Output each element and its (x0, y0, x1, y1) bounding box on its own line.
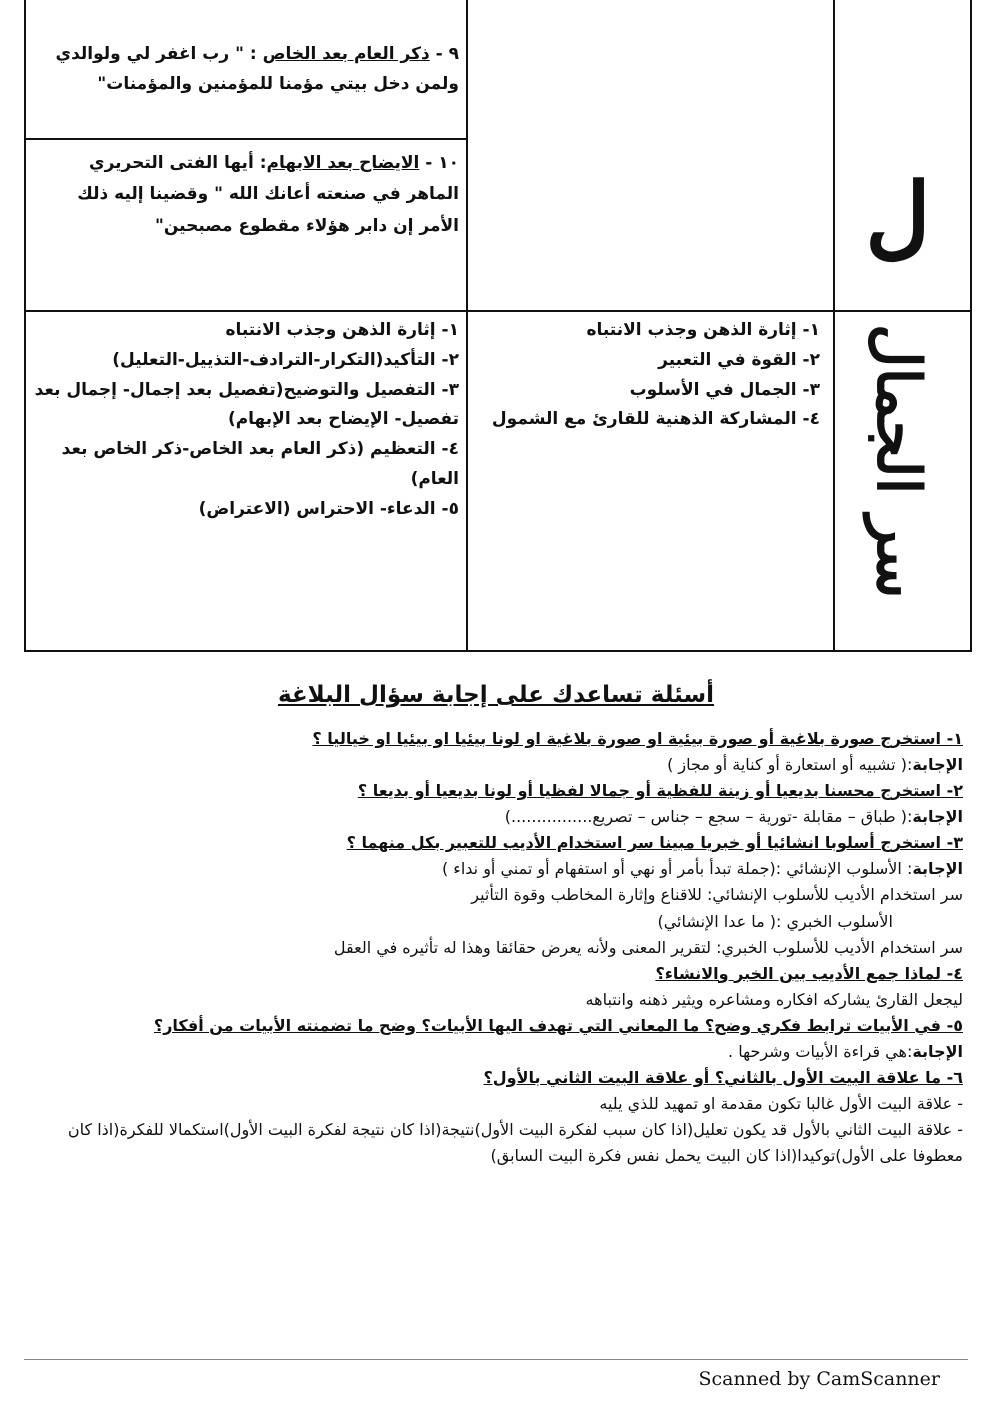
table-cell-item-10 (34, 148, 459, 242)
answer (58, 752, 963, 778)
item-text: : أيها الفتى التحريري الماهر في صنعته أعانك الله " وقضينا إليه ذلك الأمر إن دابر هؤلاء مقطوع مصبحين" (77, 153, 459, 236)
page-border (24, 1359, 968, 1360)
table-cell-item-9 (34, 40, 459, 100)
item-heading: الايضاح بعد الابهام (266, 153, 420, 173)
list-item: ٤- المشاركة الذهنية للقارئ مع الشمول (491, 409, 820, 430)
list-item: ٣- التفصيل والتوضيح(تفصيل بعد إجمال- إجمال بعد تفصيل- الإيضاح بعد الإبهام) (34, 379, 459, 430)
answer-line: - علاقة البيت الثاني بالأول قد يكون تعليل(اذا كان سبب لفكرة البيت الأول)نتيجة(اذا كان نتيجة لفكرة البيت الأول)استكمالا للفكرة(اذا كان معطوفا على الأول)توكيدا(اذا كان البيت يحمل نفس فكرة البيت السابق) (67, 1120, 963, 1166)
answer-line: سر استخدام الأديب للأسلوب الإنشائي: للاقناع وإثارة المخاطب وقوة التأثير (471, 885, 963, 905)
answer-line: - علاقة البيت الأول غالبا تكون مقدمة او تمهيد للذي يليه (599, 1094, 963, 1114)
scanner-footer: Scanned by CamScanner (698, 1368, 940, 1390)
side-title-letter: ل (865, 163, 931, 270)
section-title-text: أسئلة تساعدك على إجابة سؤال البلاغة (278, 682, 714, 708)
item-text: : " رب اغفر لي ولوالدي ولمن دخل بيتي مؤمنا للمؤمنين والمؤمنات" (55, 44, 459, 94)
question: ٤- لماذا جمع الأديب بين الخبر والانشاء؟ (655, 963, 963, 983)
questions-list (58, 726, 963, 1169)
middle-list (480, 316, 820, 435)
table-divider (24, 310, 972, 312)
answer (58, 1039, 963, 1065)
answer (58, 856, 963, 882)
answer-label: الإجابة (912, 859, 963, 879)
side-title-text: سر الجمال (863, 324, 933, 599)
table-divider (833, 0, 835, 652)
question: ٣- استخرج أسلوبا انشائيا أو خبريا مبينا سر استخدام الأديب للتعبير بكل منهما ؟ (346, 833, 963, 853)
question: ٢- استخرج محسنا بديعيا أو زينة للفظية أو جمالا لفظيا أو لونا بديعيا أو بديعا ؟ (357, 781, 963, 801)
answer-text: :( تشبيه أو استعارة أو كناية أو مجاز ) (667, 755, 913, 775)
left-list (34, 316, 459, 524)
table-divider (466, 0, 468, 652)
side-title (838, 140, 958, 630)
answer-label: الإجابة (912, 807, 963, 827)
answer-text: :( طباق – مقابلة -تورية – سجع – جناس – تصريع................) (504, 807, 913, 827)
list-item: ١- إثارة الذهن وجذب الانتباه (225, 320, 459, 340)
answer-label: الإجابة (912, 1041, 963, 1061)
answer-line: ليجعل القارئ يشاركه افكاره ومشاعره ويثير ذهنه وانتباهه (585, 989, 963, 1009)
item-number: ١٠ - (419, 153, 459, 173)
question: ٥- في الأبيات ترابط فكري وضح؟ ما المعاني التي تهدف اليها الأبيات؟ وضح ما تضمنته الأبيات من أفكار؟ (153, 1015, 963, 1035)
answer-text: :هي قراءة الأبيات وشرحها . (728, 1041, 913, 1061)
answer-text: : الأسلوب الإنشائي :(جملة تبدأ بأمر أو نهي أو استفهام أو تمني أو نداء ) (441, 859, 913, 879)
answer-line: سر استخدام الأديب للأسلوب الخبري: لتقرير المعنى ولأنه يعرض حقائقا وهذا له تأثيره في العقل (333, 937, 963, 957)
list-item: ٢- التأكيد(التكرار-الترادف-التذييل-التعليل) (112, 349, 459, 370)
list-item: ١- إثارة الذهن وجذب الانتباه (586, 320, 820, 340)
list-item: ٥- الدعاء- الاحتراس (الاعتراض) (198, 498, 459, 519)
section-title (0, 682, 992, 708)
table-divider (24, 138, 468, 140)
question: ٦- ما علاقة البيت الأول بالثاني؟ أو علاقة البيت الثاني بالأول؟ (483, 1068, 963, 1088)
answer-label: الإجابة (912, 755, 963, 775)
list-item: ٣- الجمال في الأسلوب (629, 379, 820, 400)
list-item: ٤- التعظيم (ذكر العام بعد الخاص-ذكر الخاص بعد العام) (61, 439, 459, 489)
item-heading: ذكر العام بعد الخاص (262, 44, 430, 64)
item-number: ٩ - (429, 44, 459, 64)
list-item: ٢- القوة في التعبير (658, 349, 820, 370)
answer (58, 804, 963, 830)
answer-line: الأسلوب الخبري :( ما عدا الإنشائي) (657, 911, 893, 931)
question: ١- استخرج صورة بلاغية أو صورة بيئية او صورة بلاغية او لونا بيئيا او بيئيا او خياليا ؟ (312, 729, 963, 748)
